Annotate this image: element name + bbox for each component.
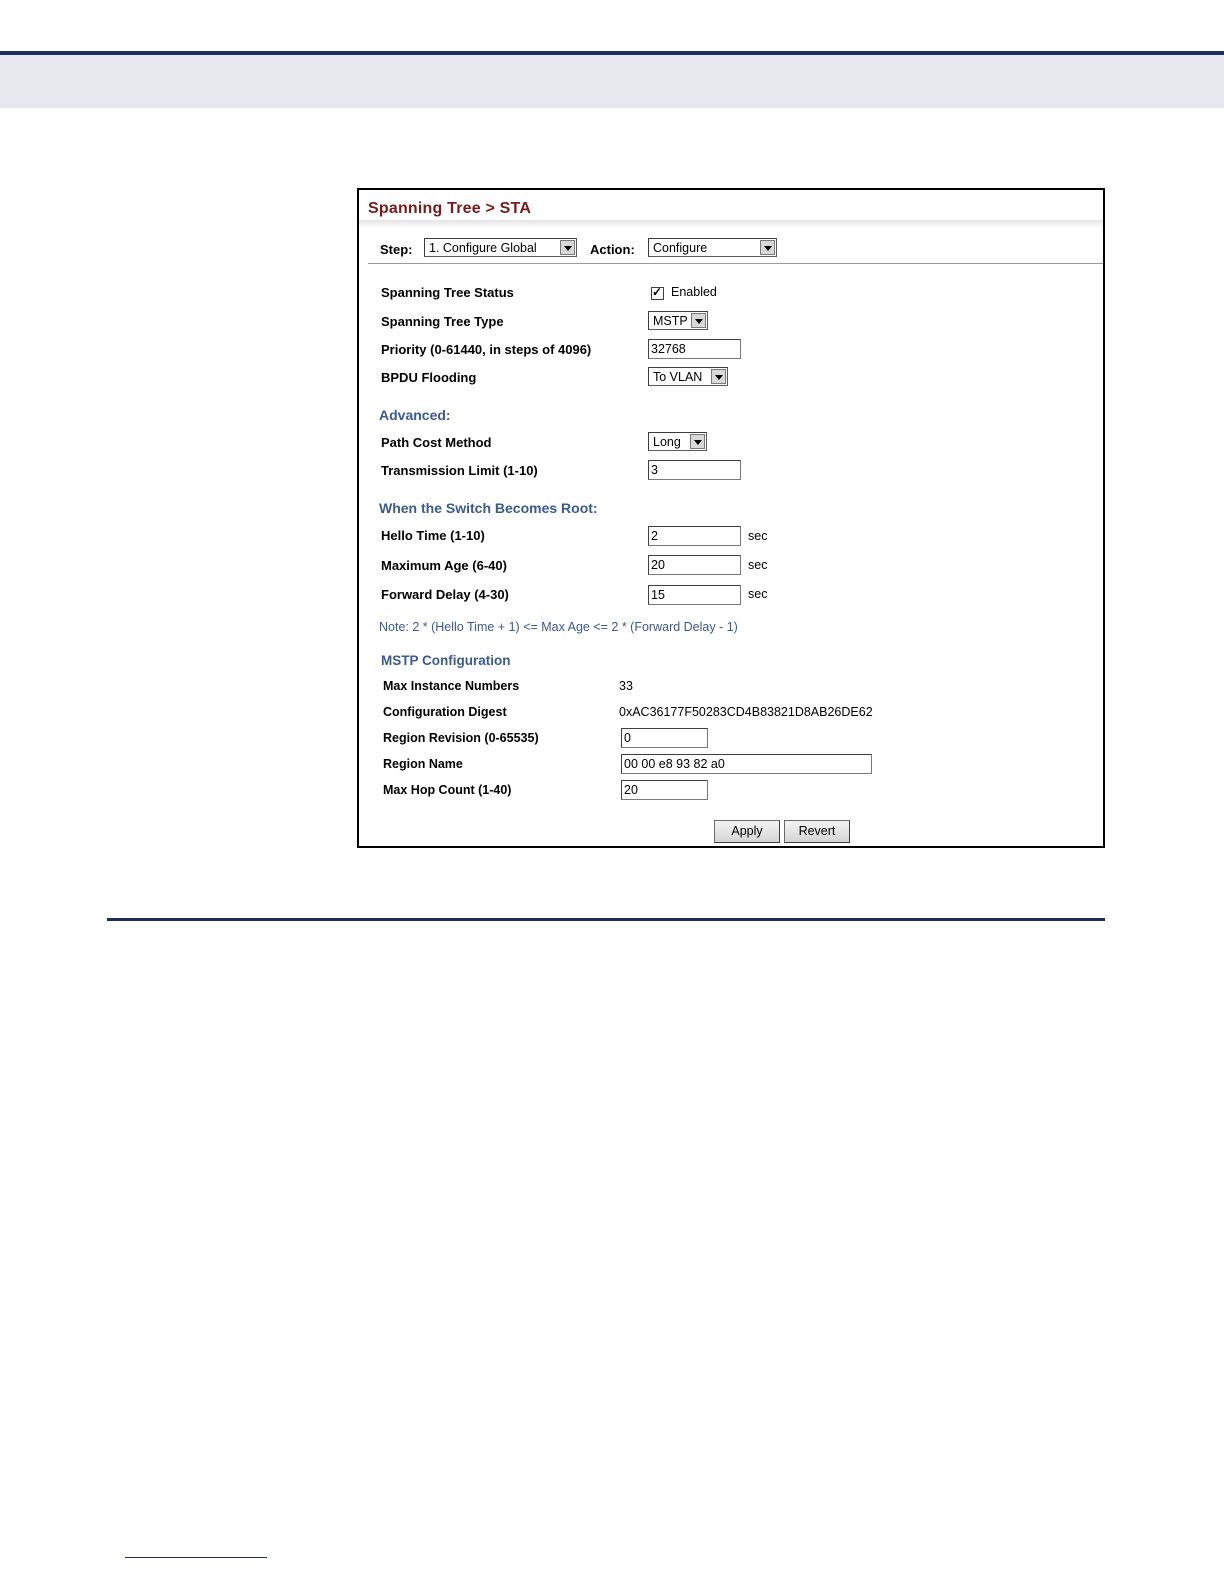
chevron-down-icon[interactable]: [691, 313, 706, 328]
region-name-label: Region Name: [383, 757, 463, 771]
page-header-band: [0, 55, 1224, 108]
max-instance-value: 33: [619, 679, 633, 693]
hello-time-value: 2: [651, 529, 658, 543]
region-revision-label: Region Revision (0-65535): [383, 731, 539, 745]
chevron-down-icon[interactable]: [690, 434, 705, 449]
timing-note: Note: 2 * (Hello Time + 1) <= Max Age <= 2 * (Forward Delay - 1): [379, 620, 738, 634]
step-select-value: 1. Configure Global: [429, 241, 537, 255]
title-divider: [359, 220, 1103, 228]
bpdu-flooding-value: To VLAN: [653, 370, 703, 384]
bpdu-flooding-label: BPDU Flooding: [381, 370, 477, 385]
action-select[interactable]: [648, 238, 777, 257]
spanning-tree-type-label: Spanning Tree Type: [381, 314, 504, 329]
apply-button[interactable]: Apply: [714, 820, 780, 843]
chevron-down-icon[interactable]: [711, 369, 726, 384]
spanning-tree-type-select[interactable]: [648, 311, 708, 330]
configuration-digest-value: 0xAC36177F50283CD4B83821D8AB26DE62: [619, 705, 873, 719]
priority-input[interactable]: [648, 339, 741, 359]
spanning-tree-status-checkbox[interactable]: [651, 287, 664, 300]
footer-rule: [125, 1557, 267, 1558]
forward-delay-label: Forward Delay (4-30): [381, 587, 509, 602]
max-hop-count-input[interactable]: [621, 780, 708, 800]
advanced-heading: Advanced:: [379, 407, 451, 423]
max-hop-count-value: 20: [624, 783, 638, 797]
path-cost-method-value: Long: [653, 435, 681, 449]
action-select-value: Configure: [653, 241, 708, 255]
spanning-tree-status-label: Spanning Tree Status: [381, 285, 514, 300]
max-instance-label: Max Instance Numbers: [383, 679, 520, 693]
step-select[interactable]: [424, 238, 577, 257]
configuration-digest-label: Configuration Digest: [383, 705, 507, 719]
hello-time-unit: sec: [748, 529, 768, 543]
spanning-tree-type-value: MSTP: [653, 314, 688, 328]
page-bottom-rule: [107, 918, 1105, 921]
path-cost-method-label: Path Cost Method: [381, 435, 492, 450]
sta-config-panel: [357, 188, 1105, 848]
region-revision-input[interactable]: [621, 728, 708, 748]
status-enabled-label: Enabled: [671, 285, 717, 299]
priority-value: 32768: [651, 342, 686, 356]
bpdu-flooding-select[interactable]: [648, 367, 728, 386]
revert-button[interactable]: Revert: [784, 820, 850, 843]
transmission-limit-input[interactable]: [648, 460, 741, 480]
forward-delay-unit: sec: [748, 587, 768, 601]
checkmark-icon: ✓: [652, 285, 663, 299]
max-age-label: Maximum Age (6-40): [381, 558, 507, 573]
transmission-limit-label: Transmission Limit (1-10): [381, 463, 538, 478]
path-cost-method-select[interactable]: [648, 432, 707, 451]
max-age-input[interactable]: [648, 555, 741, 575]
max-age-unit: sec: [748, 558, 768, 572]
max-age-value: 20: [651, 558, 665, 572]
transmission-limit-value: 3: [651, 463, 658, 477]
step-label: Step:: [380, 242, 413, 257]
hello-time-label: Hello Time (1-10): [381, 528, 485, 543]
page-title: Spanning Tree > STA: [368, 200, 532, 217]
max-hop-count-label: Max Hop Count (1-40): [383, 783, 512, 797]
region-name-input[interactable]: [621, 754, 872, 774]
forward-delay-input[interactable]: [648, 585, 741, 605]
mstp-heading: MSTP Configuration: [381, 653, 511, 668]
action-label: Action:: [590, 242, 635, 257]
root-heading: When the Switch Becomes Root:: [379, 500, 598, 516]
region-revision-value: 0: [624, 731, 631, 745]
chevron-down-icon[interactable]: [560, 240, 575, 255]
region-name-value: 00 00 e8 93 82 a0: [624, 757, 725, 771]
forward-delay-value: 15: [651, 588, 665, 602]
priority-label: Priority (0-61440, in steps of 4096): [381, 342, 592, 357]
chevron-down-icon[interactable]: [760, 240, 775, 255]
step-divider: [368, 263, 1103, 264]
hello-time-input[interactable]: [648, 526, 741, 546]
